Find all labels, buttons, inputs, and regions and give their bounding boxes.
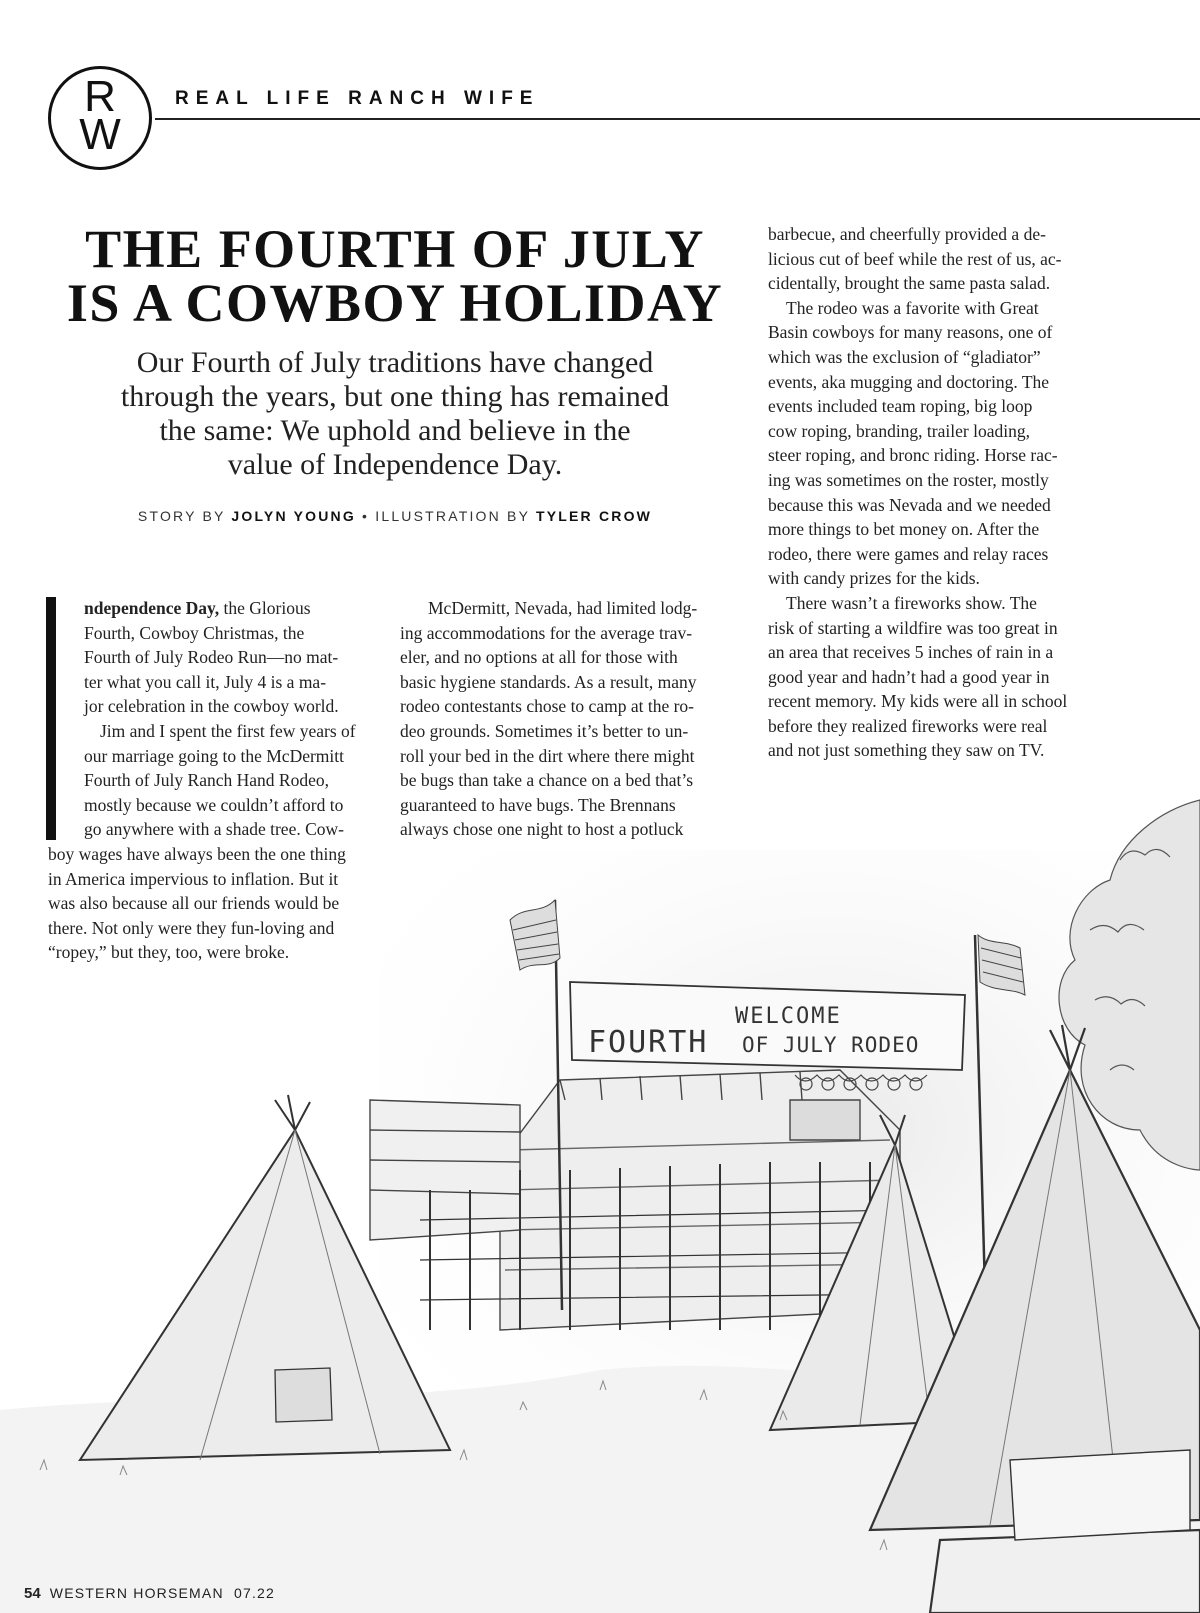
text-line: eler, and no options at all for those with bbox=[400, 647, 678, 668]
byline bbox=[40, 508, 750, 524]
title-line: THE FOURTH OF JULY bbox=[85, 219, 705, 279]
welcome-banner bbox=[570, 982, 965, 1070]
text-line: mostly because we couldn’t afford to bbox=[84, 794, 344, 815]
header-rule bbox=[155, 118, 1200, 120]
text-line: always chose one night to host a potluck bbox=[400, 819, 684, 840]
text-line: cow roping, branding, trailer loading, bbox=[768, 420, 1030, 441]
text-line: go anywhere with a shade tree. Cow- bbox=[84, 819, 344, 840]
text-line: boy wages have always been the one thing bbox=[48, 843, 346, 864]
title-line: IS A COWBOY HOLIDAY bbox=[66, 273, 724, 333]
text-line: “ropey,” but they, too, were broke. bbox=[48, 942, 290, 963]
lead-in: ndependence Day, bbox=[84, 598, 220, 618]
text-line: an area that receives 5 inches of rain in a bbox=[768, 642, 1054, 663]
text-fragment: the Glorious bbox=[219, 598, 311, 618]
text-line: Basin cowboys for many reasons, one of bbox=[768, 322, 1053, 343]
article-deck bbox=[40, 346, 750, 482]
text-line: deo grounds. Sometimes it’s better to un- bbox=[400, 720, 689, 741]
publication-name: WESTERN HORSEMAN bbox=[49, 1585, 224, 1601]
logo-letter-w: W bbox=[79, 110, 121, 159]
banner-fourth-text: FOURTH bbox=[588, 1025, 709, 1060]
text-line: our marriage going to the McDermitt bbox=[84, 745, 344, 766]
text-line: because this was Nevada and we needed bbox=[768, 494, 1051, 515]
text-line: more things to bet money on. After the bbox=[768, 519, 1040, 540]
text-line: events included team roping, big loop bbox=[768, 396, 1033, 417]
illustrator-name: TYLER CROW bbox=[535, 508, 653, 524]
text-line: be bugs than take a chance on a bed that’s bbox=[400, 770, 694, 791]
deck-line: Our Fourth of July traditions have changed bbox=[136, 346, 654, 379]
text-line: Fourth of July Ranch Hand Rodeo, bbox=[84, 770, 329, 791]
rw-logo bbox=[48, 66, 152, 170]
text-line: barbecue, and cheerfully provided a de- bbox=[768, 224, 1046, 244]
page-footer bbox=[24, 1585, 275, 1602]
text-line bbox=[48, 596, 378, 621]
body-column-3 bbox=[768, 222, 1098, 763]
deck-line: the same: We uphold and believe in the bbox=[159, 414, 631, 447]
text-line: ing was sometimes on the roster, mostly bbox=[768, 469, 1049, 490]
text-line: risk of starting a wildfire was too great in bbox=[768, 617, 1058, 638]
page-number: 54 bbox=[24, 1585, 41, 1602]
text-line: McDermitt, Nevada, had limited lodg- bbox=[428, 598, 698, 618]
text-line: recent memory. My kids were all in school bbox=[768, 691, 1068, 712]
text-line: roll your bed in the dirt where there might bbox=[400, 745, 695, 766]
text-line: Fourth of July Rodeo Run—no mat- bbox=[84, 647, 339, 668]
text-line: basic hygiene standards. As a result, many bbox=[400, 671, 697, 692]
text-line: in America impervious to inflation. But it bbox=[48, 868, 339, 889]
body-column-1 bbox=[48, 596, 378, 965]
text-line: events, aka mugging and doctoring. The bbox=[768, 371, 1050, 392]
deck-line: through the years, but one thing has remained bbox=[120, 380, 670, 413]
author-name: JOLYN YOUNG bbox=[231, 508, 356, 524]
banner-welcome-text: WELCOME bbox=[735, 1004, 842, 1029]
issue-date: 07.22 bbox=[233, 1585, 276, 1601]
deck-line: value of Independence Day. bbox=[227, 448, 563, 481]
article-title bbox=[40, 219, 750, 333]
text-line: good year and hadn’t had a good year in bbox=[768, 666, 1050, 687]
banner-july-rodeo-text: OF JULY RODEO bbox=[742, 1033, 920, 1057]
body-column-2 bbox=[400, 596, 730, 842]
text-line: steer roping, and bronc riding. Horse rac- bbox=[768, 445, 1058, 466]
logo-letter-r: R bbox=[84, 72, 116, 121]
credit-separator: • ILLUSTRATION BY bbox=[355, 508, 536, 524]
text-line: was also because all our friends would be bbox=[48, 893, 340, 914]
text-line: guaranteed to have bugs. The Brennans bbox=[400, 794, 676, 815]
text-line: licious cut of beef while the rest of us, ac- bbox=[768, 248, 1062, 269]
text-line: jor celebration in the cowboy world. bbox=[84, 696, 339, 717]
section-title: REAL LIFE RANCH WIFE bbox=[175, 88, 540, 109]
text-line: and not just something they saw on TV. bbox=[768, 740, 1045, 761]
text-line: there. Not only were they fun-loving and bbox=[48, 917, 335, 938]
text-line: before they realized fireworks were real bbox=[768, 715, 1048, 736]
text-line: Jim and I spent the first few years of bbox=[100, 720, 356, 741]
story-label: STORY BY bbox=[137, 508, 232, 524]
text-line: with candy prizes for the kids. bbox=[768, 568, 980, 589]
text-line: The rodeo was a favorite with Great bbox=[786, 297, 1039, 318]
text-line: ter what you call it, July 4 is a ma- bbox=[84, 671, 327, 692]
text-line: rodeo, there were games and relay races bbox=[768, 543, 1049, 564]
text-line: rodeo contestants chose to camp at the ro- bbox=[400, 696, 694, 717]
text-line: which was the exclusion of “gladiator” bbox=[768, 346, 1041, 367]
text-line: There wasn’t a fireworks show. The bbox=[786, 592, 1037, 613]
text-line: cidentally, brought the same pasta salad. bbox=[768, 273, 1051, 294]
text-line: ing accommodations for the average trav- bbox=[400, 622, 693, 643]
text-line: Fourth, Cowboy Christmas, the bbox=[84, 622, 305, 643]
